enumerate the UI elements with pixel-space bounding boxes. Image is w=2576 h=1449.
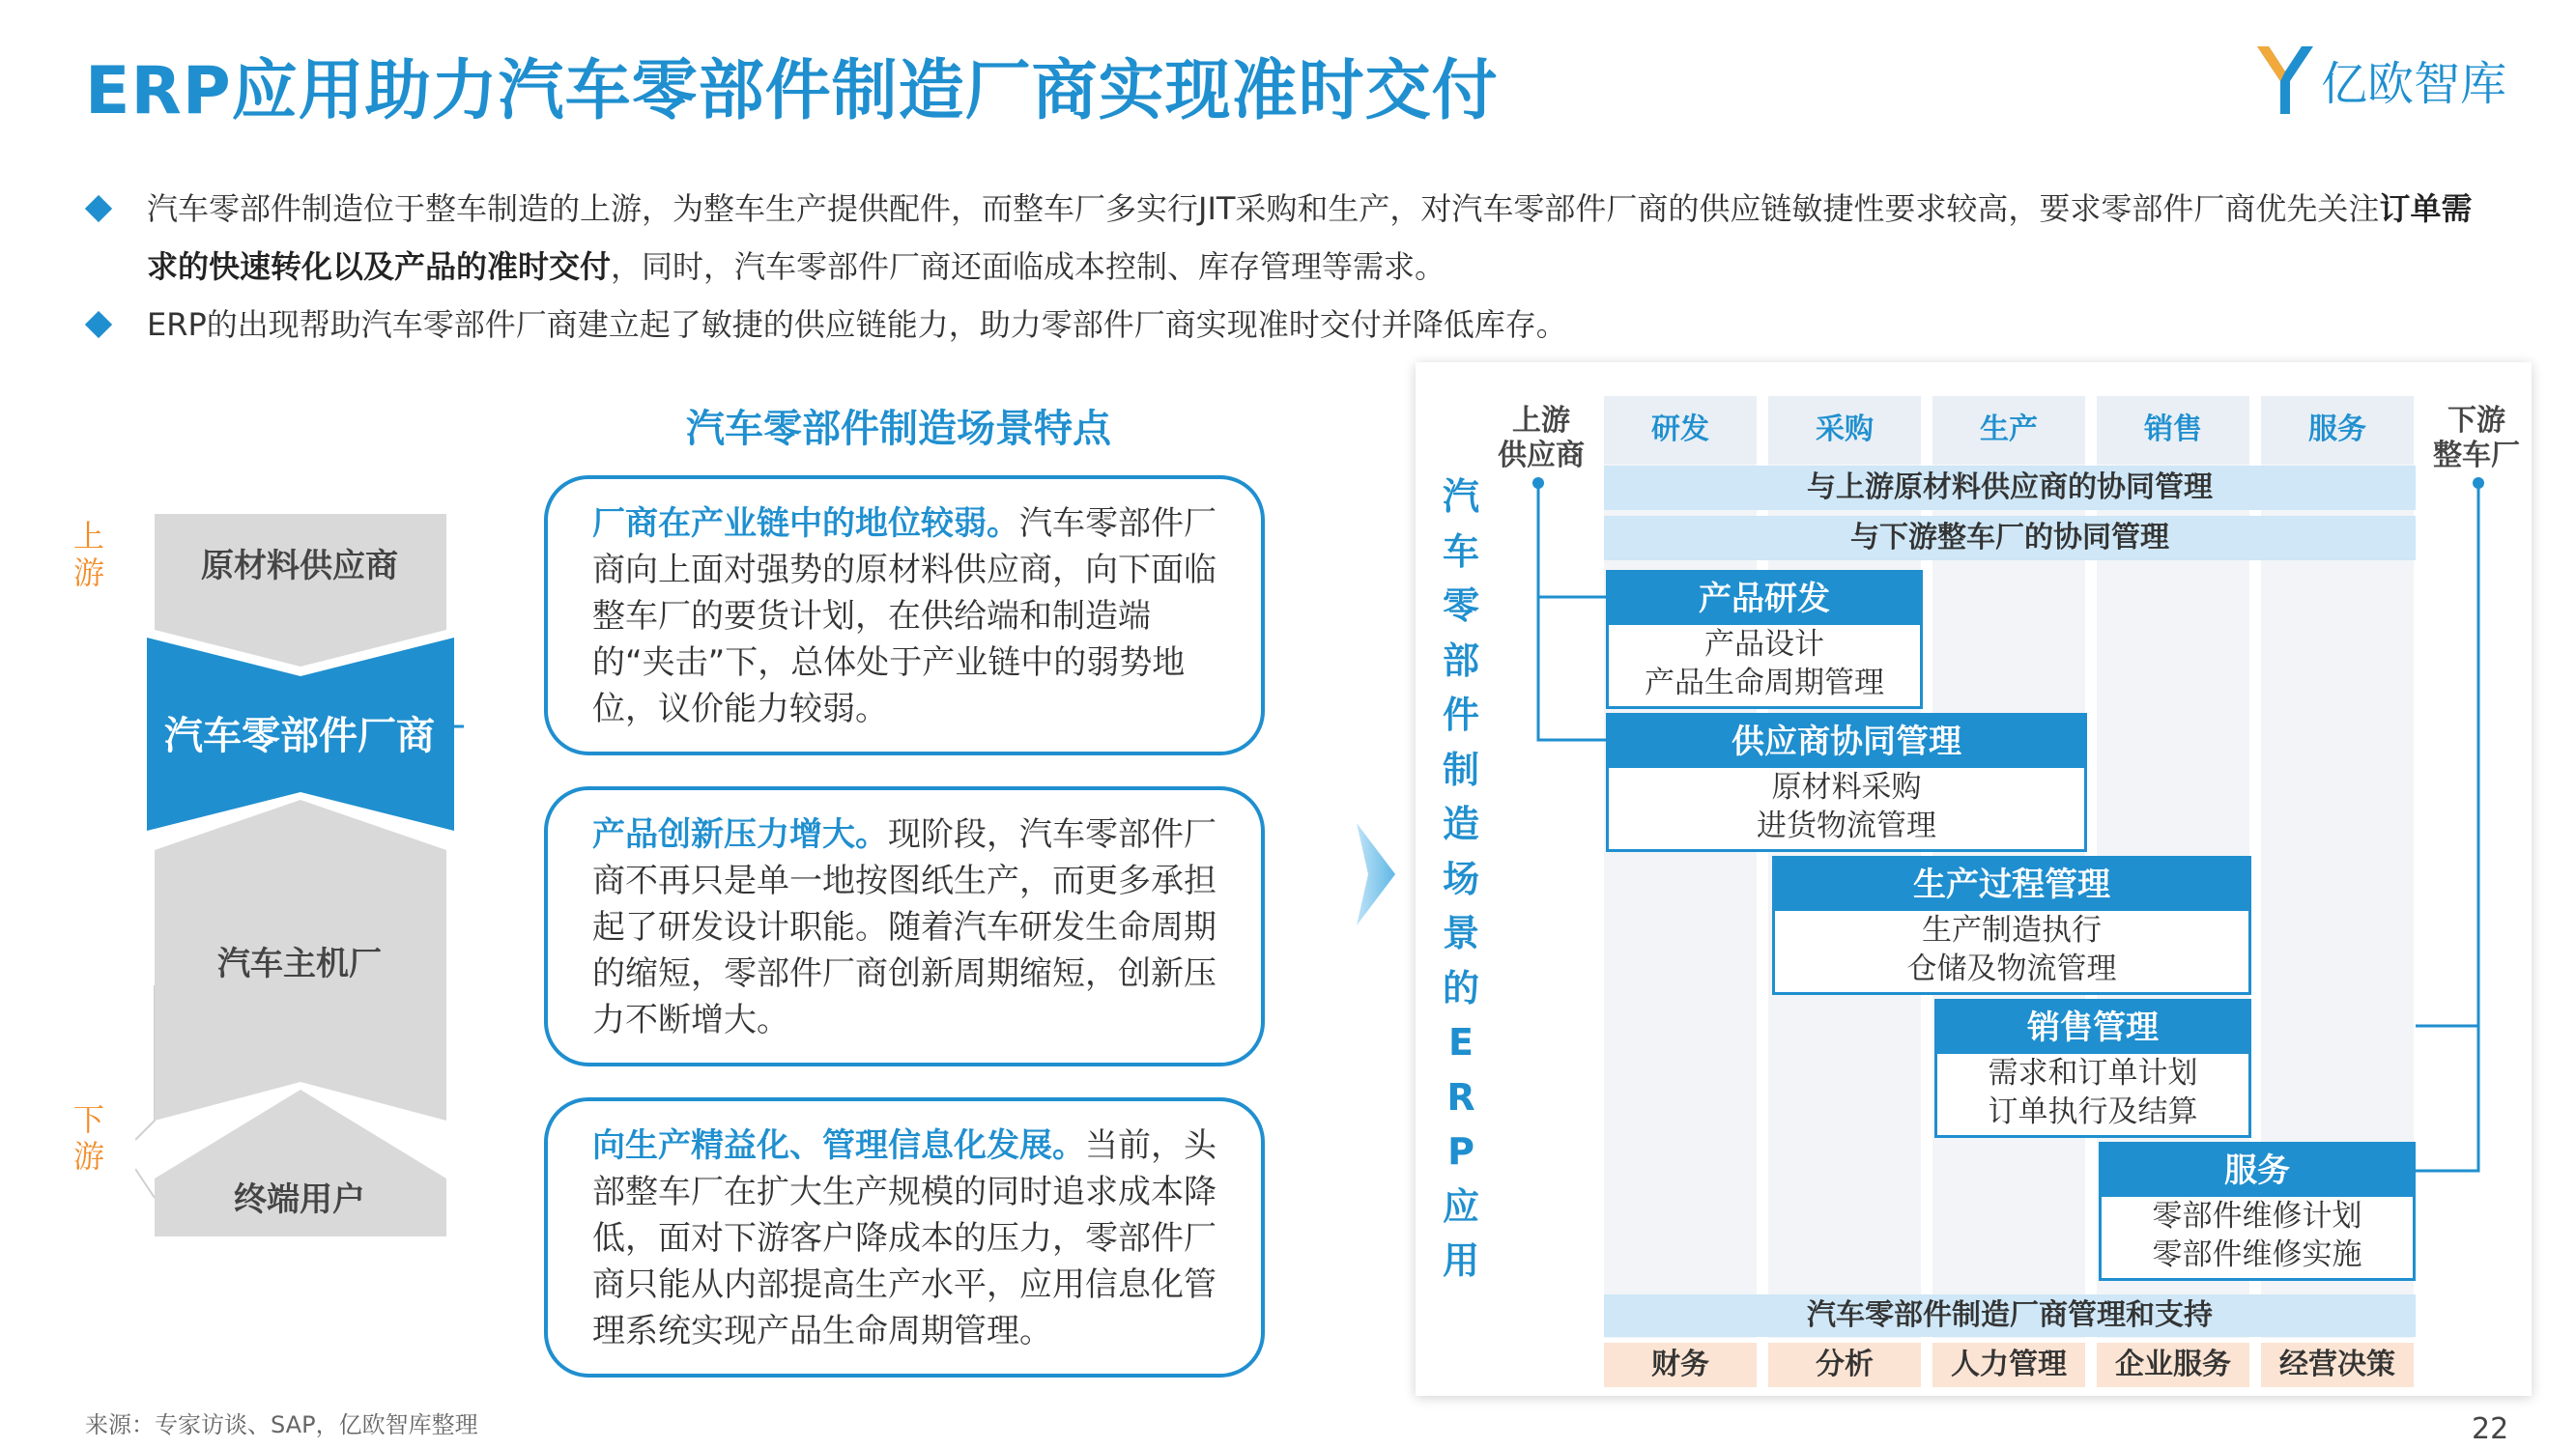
module-line: 进货物流管理 [1757,809,1936,843]
column-head-service: 服务 [2261,396,2414,464]
industry-chain-graphic [135,502,464,1256]
logo-text: 亿欧智库 [2321,57,2507,111]
chain-end-user: 终端用户 [234,1180,365,1219]
vtitle-char: 应 [1442,1184,1479,1228]
erp-vertical-title [1440,469,1482,1289]
bullet-icon [85,195,112,222]
module-title: 销售管理 [1937,1002,2248,1054]
column-head-sales: 销售 [2097,396,2249,464]
module-line: 原材料采购 [1771,770,1922,805]
support-decision: 经营决策 [2261,1343,2414,1387]
chain-parts-maker: 汽车零部件厂商 [164,714,435,758]
vtitle-char: 件 [1442,694,1479,736]
module-sales-management [1934,999,2251,1138]
bullet-1-pre: 汽车零部件制造位于整车制造的上游，为整车生产提供配件，而整车厂多实行JIT采购和生产，对汽车零部件厂商的供应链敏捷性要求较高，要求零部件厂商优先关注 [147,190,2380,227]
column-head-rd: 研发 [1604,396,1757,464]
support-enterprise-service: 企业服务 [2097,1343,2249,1387]
page-number: 22 [2472,1412,2509,1446]
vtitle-char: 用 [1442,1239,1479,1282]
scene-title: 汽车零部件制造场景特点 [686,407,1111,451]
feature-card-2 [544,786,1265,1066]
module-line: 仓储及物流管理 [1906,952,2117,986]
support-hr: 人力管理 [1932,1343,2085,1387]
chevron-right-icon [1355,821,1397,927]
chevron-raw-supplier [155,514,446,667]
logo-icon [2251,39,2319,116]
vtitle-char: 部 [1442,639,1479,682]
card-1-heading: 厂商在产业链中的地位较弱。 [592,504,1019,543]
feature-card-3 [544,1097,1265,1378]
source-note: 来源：专家访谈、SAP，亿欧智库整理 [85,1411,478,1438]
upstream-label: 上游 [72,518,104,591]
module-title: 服务 [2102,1145,2413,1197]
vtitle-char: P [1447,1130,1474,1173]
module-line: 产品设计 [1704,627,1824,662]
vtitle-char: 景 [1442,912,1479,954]
module-title: 产品研发 [1609,573,1920,625]
module-supplier-collab [1606,713,2087,852]
vtitle-char: 的 [1442,966,1479,1009]
bullet-text-1 [147,180,2485,296]
vtitle-char: 汽 [1442,475,1479,518]
module-title: 生产过程管理 [1775,859,2248,911]
card-2-heading: 产品创新压力增大。 [592,815,888,854]
card-1-text: 汽车零部件厂商向上面对强势的原材料供应商，向下面临整车厂的要货计划，在供给端和制造端的“夹击”下，总体处于产业链中的弱势地位，议价能力较弱。 [592,504,1216,728]
band-upstream-collab: 与上游原材料供应商的协同管理 [1604,466,2416,510]
band-management-support: 汽车零部件制造厂商管理和支持 [1604,1294,2416,1337]
vtitle-char: 场 [1442,857,1479,900]
support-analysis: 分析 [1768,1343,1921,1387]
upstream-line-2: 供应商 [1498,439,1585,472]
module-service [2099,1142,2416,1281]
module-production-process [1772,856,2251,995]
vtitle-char: R [1446,1075,1475,1119]
module-line: 需求和订单计划 [1988,1056,2198,1091]
downstream-label: 下游 [72,1101,104,1175]
column-head-procurement: 采购 [1768,396,1921,464]
column-head-production: 生产 [1932,396,2085,464]
module-product-rd [1606,570,1923,709]
downstream-line-2: 整车厂 [2433,439,2520,472]
vtitle-char: 造 [1442,803,1479,845]
support-finance: 财务 [1604,1343,1757,1387]
page-title: ERP应用助力汽车零部件制造厂商实现准时交付 [85,53,1499,129]
bullet-1-bold: 订单需求的快速转化以及产品的准时交付 [147,190,2473,285]
card-2-text: 现阶段，汽车零部件厂商不再只是单一地按图纸生产，而更多承担起了研发设计职能。随着汽车研发生命周期的缩短，零部件厂商创新周期缩短，创新压力不断增大。 [592,815,1216,1039]
card-3-heading: 向生产精益化、管理信息化发展。 [592,1126,1085,1165]
card-3-text: 当前，头部整车厂在扩大生产规模的同时追求成本降低，面对下游客户降成本的压力，零部件厂商只能从内部提高生产水平，应用信息化管理系统实现产品生命周期管理。 [592,1126,1216,1350]
bullet-text-2: ERP的出现帮助汽车零部件厂商建立起了敏捷的供应链能力，助力零部件厂商实现准时交付并降低库存。 [147,306,1567,343]
vtitle-char: 零 [1442,584,1479,627]
chain-oem: 汽车主机厂 [217,945,382,983]
bullet-icon [85,311,112,338]
module-line: 零部件维修计划 [2152,1199,2362,1234]
vtitle-char: 车 [1442,529,1479,573]
vtitle-char: 制 [1442,748,1479,791]
module-title: 供应商协同管理 [1609,716,2084,768]
logo [2251,39,2541,116]
bullet-1-post: ，同时，汽车零部件厂商还面临成本控制、库存管理等需求。 [611,248,1446,285]
module-line: 零部件维修实施 [2152,1237,2362,1272]
module-line: 产品生命周期管理 [1645,666,1884,700]
band-downstream-collab: 与下游整车厂的协同管理 [1604,516,2416,560]
chain-raw-supplier: 原材料供应商 [201,547,398,585]
feature-card-1 [544,475,1265,755]
upstream-line-1: 上游 [1512,404,1570,438]
module-line: 订单执行及结算 [1988,1094,2198,1129]
downstream-line-1: 下游 [2447,404,2505,438]
module-line: 生产制造执行 [1922,913,2102,948]
vtitle-char: E [1448,1021,1474,1064]
